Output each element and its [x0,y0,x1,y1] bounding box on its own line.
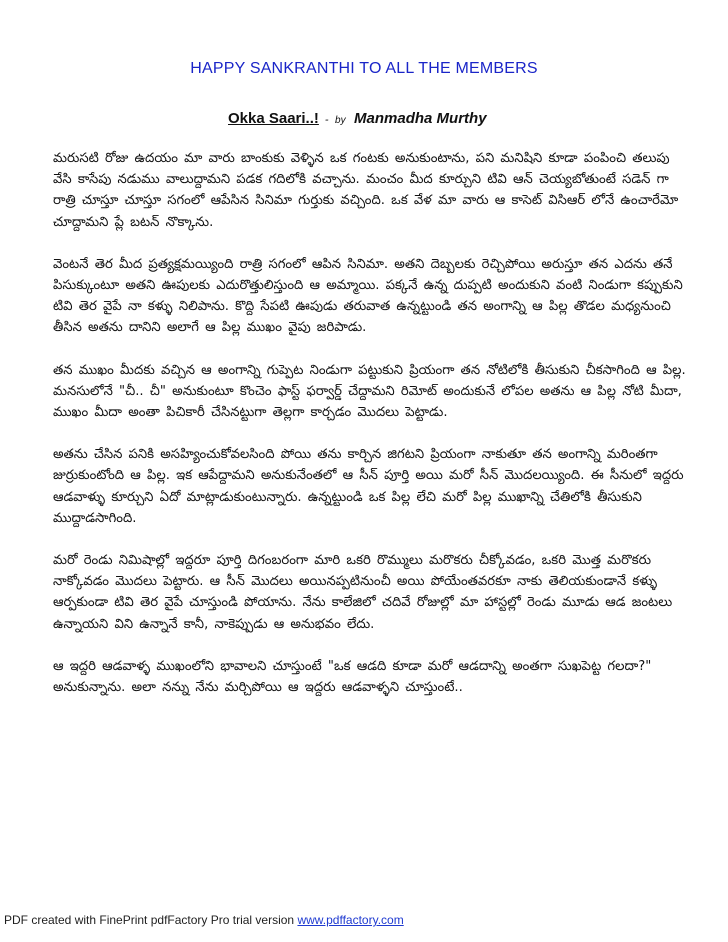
greeting-banner [0,60,728,78]
paragraph-6: ఆ ఇద్దరి ఆడవాళ్ళ ముఖంలోని భావాలని చూస్తుంటే "ఒక ఆడది కూడా మరో ఆడదాన్ని అంతగా సుఖపెట్ట గలదా?" అనుకున్నాను. అలా నన్ను నేను మర్చిపోయి ఆ ఇద్దరు ఆడవాళ్ళని చూస్తుంటే.. [53,658,652,696]
title-separator: - [324,114,329,126]
paragraph-3: తన ముఖం మీదకు వచ్చిన ఆ అంగాన్ని గుప్పెట నిండుగా పట్టుకుని ప్రియంగా తన నోటిలోకి తీసుకుని చీకసాగింది ఆ పిల్ల. మనసులోనే "చీ.. చీ" అనుకుంటూ కొంచెం ఫాస్ట్ ఫర్వార్డ్ చేద్దామని రిమోట్ అందుకునే లోపల అతను ఆ పిల్ల నోటి మీదా, ముఖం మీదా అంతా పిచికారీ చేసినట్టుగా తెల్లగా కార్చడం మొదలు పెట్టాడు. [53,362,686,421]
pdffactory-link[interactable]: www.pdffactory.com [297,913,404,927]
greeting-banner-text: HAPPY SANKRANTHI TO ALL THE MEMBERS [190,60,538,77]
story-title-line [228,110,487,128]
paragraph-2: వెంటనే తెర మీద ప్రత్యక్షమయ్యింది రాత్రి సగంలో ఆపిన సినిమా. అతని దెబ్బలకు రెచ్చిపోయి అరుస్తూ తన ఎదను తనే పిసుక్కుంటూ అతని ఊపులకు ఎదురొత్తులిస్తుంది ఆ అమ్మాయి. పక్కనే ఉన్న దుప్పటి అందుకుని వంటి నిండుగా కప్పుకుని టివి తెర వైపే నా కళ్ళు నిలిపాను. కొద్ది సేపటి ఊపుడు తరువాత ఉన్నట్టుండి తన అంగాన్ని ఆ పిల్ల తొడల మధ్యనుంచి తీసిన అతను దానిని అలాగే ఆ పిల్ల ముఖం వైపు జరిపాడు. [53,256,683,336]
footer-text: PDF created with FinePrint pdfFactory Pro trial version [4,913,295,927]
story-title: Okka Saari..! [228,110,319,127]
author-name: Manmadha Murthy [354,110,487,127]
story-body [53,148,688,719]
by-label: by [335,115,346,126]
paragraph-5: మరో రెండు నిమిషాల్లో ఇద్దరూ పూర్తి దిగంబరంగా మారి ఒకరి రొమ్ములు మరొకరు చీక్కోవడం, ఒకరి మొత్త మరొకరు నాక్కోవడం మొదలు పెట్టారు. ఆ సీన్ మొదలు అయినప్పటినుంచీ అయి పోయేంతవరకూ నాకు తెలియకుండానే కళ్ళు ఆర్పకుండా టివి తెర వైపే చూస్తుండి పోయాను. నేను కాలేజిలో చదివే రోజుల్లో మా హాస్టల్లో రెండు మూడు ఆడ జంటలు ఉన్నాయని విని ఉన్నానే కానీ, నాకెప్పుడు ఆ అనుభవం లేదు. [53,553,673,632]
paragraph-1: మరుసటి రోజు ఉదయం మా వారు బాంకుకు వెళ్ళిన ఒక గంటకు అనుకుంటాను, పని మనిషిని కూడా పంపించి తలుపు వేసి కాసేపు నడుము వాలుద్దామని పడక గదిలోకి వచ్చాను. మంచం మీద కూర్చుని టివి ఆన్ చెయ్యబోతుంటే సడెన్ గా రాత్రి చూస్తూ చూస్తూ సగంలో ఆపేసిన సినిమా గుర్తుకు వచ్చింది. ఒక వేళ మా వారు ఆ కాసెట్ విసిఆర్ లోనే ఉంచారేమో చూద్దామని ప్లే బటన్ నొక్కాను. [53,151,679,230]
pdf-footer [4,913,404,927]
paragraph-4: అతను చేసిన పనికి అసహ్యించుకోవలసింది పోయి తను కార్చిన జిగటని ప్రియంగా నాకుతూ తన అంగాన్ని మరింతగా జుర్రుకుంటోంది ఆ పిల్ల. ఇక ఆపేద్దామని అనుకునేంతలో ఆ సీన్ పూర్తి అయి మరో సీన్ మొదలయ్యింది. ఈ సీనులో ఇద్దరు ఆడవాళ్ళు కూర్చుని ఏదో మాట్లాడుకుంటున్నారు. ఉన్నట్టుండి ఒక పిల్ల లేచి మరో పిల్ల ముఖాన్ని చేతిలోకి తీసుకుని ముద్దాడసాగింది. [53,447,684,526]
